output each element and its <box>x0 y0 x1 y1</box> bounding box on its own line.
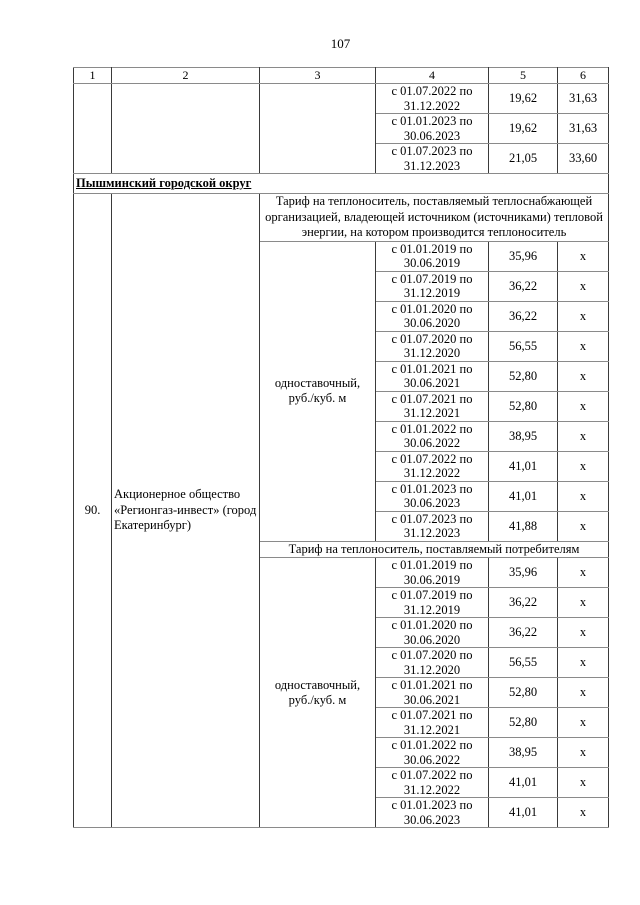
flag-cell: х <box>558 301 609 331</box>
value-cell: 31,63 <box>558 114 609 144</box>
col-header-5: 5 <box>489 68 558 84</box>
value-cell: 36,22 <box>489 271 558 301</box>
value-cell: 41,01 <box>489 481 558 511</box>
period-cell: с 01.07.2021 по 31.12.2021 <box>376 391 489 421</box>
flag-cell: х <box>558 618 609 648</box>
value-cell: 21,05 <box>489 144 558 174</box>
value-cell: 41,01 <box>489 451 558 481</box>
flag-cell: х <box>558 588 609 618</box>
value-cell: 41,88 <box>489 511 558 541</box>
value-cell: 36,22 <box>489 618 558 648</box>
flag-cell: х <box>558 738 609 768</box>
unit-label: одноставочный, руб./куб. м <box>260 241 376 541</box>
period-cell: с 01.01.2020 по 30.06.2020 <box>376 618 489 648</box>
value-cell: 52,80 <box>489 391 558 421</box>
empty-cell <box>112 84 260 174</box>
col-header-6: 6 <box>558 68 609 84</box>
period-cell: с 01.01.2019 по 30.06.2019 <box>376 558 489 588</box>
section-row <box>74 174 609 194</box>
period-cell: с 01.01.2019 по 30.06.2019 <box>376 241 489 271</box>
flag-cell: х <box>558 271 609 301</box>
value-cell: 36,22 <box>489 588 558 618</box>
value-cell: 35,96 <box>489 241 558 271</box>
value-cell: 36,22 <box>489 301 558 331</box>
period-cell: с 01.07.2021 по 31.12.2021 <box>376 708 489 738</box>
period-cell: с 01.01.2022 по 30.06.2022 <box>376 738 489 768</box>
empty-cell <box>74 84 112 174</box>
value-cell: 52,80 <box>489 678 558 708</box>
value-cell: 19,62 <box>489 114 558 144</box>
value-cell: 35,96 <box>489 558 558 588</box>
period-cell: с 01.01.2023 по 30.06.2023 <box>376 114 489 144</box>
value-cell: 56,55 <box>489 648 558 678</box>
period-cell: с 01.01.2020 по 30.06.2020 <box>376 301 489 331</box>
flag-cell: х <box>558 648 609 678</box>
period-cell: с 01.07.2019 по 31.12.2019 <box>376 271 489 301</box>
flag-cell: х <box>558 768 609 798</box>
flag-cell: х <box>558 708 609 738</box>
col-header-3: 3 <box>260 68 376 84</box>
flag-cell: х <box>558 391 609 421</box>
flag-cell: х <box>558 678 609 708</box>
period-cell: с 01.07.2022 по 31.12.2022 <box>376 768 489 798</box>
period-cell: с 01.07.2020 по 31.12.2020 <box>376 648 489 678</box>
flag-cell: х <box>558 241 609 271</box>
value-cell: 31,63 <box>558 84 609 114</box>
period-cell: с 01.01.2022 по 30.06.2022 <box>376 421 489 451</box>
value-cell: 19,62 <box>489 84 558 114</box>
period-cell: с 01.07.2022 по 31.12.2022 <box>376 84 489 114</box>
period-cell: с 01.07.2019 по 31.12.2019 <box>376 588 489 618</box>
col-header-1: 1 <box>74 68 112 84</box>
value-cell: 41,01 <box>489 768 558 798</box>
value-cell: 52,80 <box>489 361 558 391</box>
col-header-2: 2 <box>112 68 260 84</box>
page-number: 107 <box>330 36 351 51</box>
period-cell: с 01.01.2023 по 30.06.2023 <box>376 481 489 511</box>
period-cell: с 01.07.2022 по 31.12.2022 <box>376 451 489 481</box>
unit-label: одноставочный, руб./куб. м <box>260 558 376 828</box>
flag-cell: х <box>558 361 609 391</box>
value-cell: 38,95 <box>489 421 558 451</box>
flag-cell: х <box>558 558 609 588</box>
value-cell: 33,60 <box>558 144 609 174</box>
period-cell: с 01.01.2021 по 30.06.2021 <box>376 678 489 708</box>
table-row <box>74 84 609 114</box>
organization-name: Акционерное общество «Регионгаз-инвест» (город Екатеринбург) <box>112 194 260 828</box>
value-cell: 52,80 <box>489 708 558 738</box>
period-cell: с 01.01.2023 по 30.06.2023 <box>376 798 489 828</box>
flag-cell: х <box>558 331 609 361</box>
table-row <box>74 194 609 242</box>
period-cell: с 01.07.2023 по 31.12.2023 <box>376 511 489 541</box>
flag-cell: х <box>558 511 609 541</box>
col-header-4: 4 <box>376 68 489 84</box>
flag-cell: х <box>558 421 609 451</box>
section-title-text: Пышминский городской округ <box>76 176 252 190</box>
tariff-table <box>73 67 609 828</box>
tariff-block-title: Тариф на теплоноситель, поставляемый потребителям <box>260 541 609 558</box>
period-cell: с 01.07.2020 по 31.12.2020 <box>376 331 489 361</box>
section-title <box>74 174 609 194</box>
flag-cell: х <box>558 451 609 481</box>
period-cell: с 01.01.2021 по 30.06.2021 <box>376 361 489 391</box>
empty-cell <box>260 84 376 174</box>
tariff-block-title: Тариф на теплоноситель, поставляемый теплоснабжающей организацией, владеющей источником (источниками) тепловой энергии, на котором производится теплоноситель <box>260 194 609 242</box>
flag-cell: х <box>558 481 609 511</box>
entry-number: 90. <box>74 194 112 828</box>
value-cell: 41,01 <box>489 798 558 828</box>
value-cell: 38,95 <box>489 738 558 768</box>
flag-cell: х <box>558 798 609 828</box>
period-cell: с 01.07.2023 по 31.12.2023 <box>376 144 489 174</box>
value-cell: 56,55 <box>489 331 558 361</box>
column-header-row <box>74 68 609 84</box>
